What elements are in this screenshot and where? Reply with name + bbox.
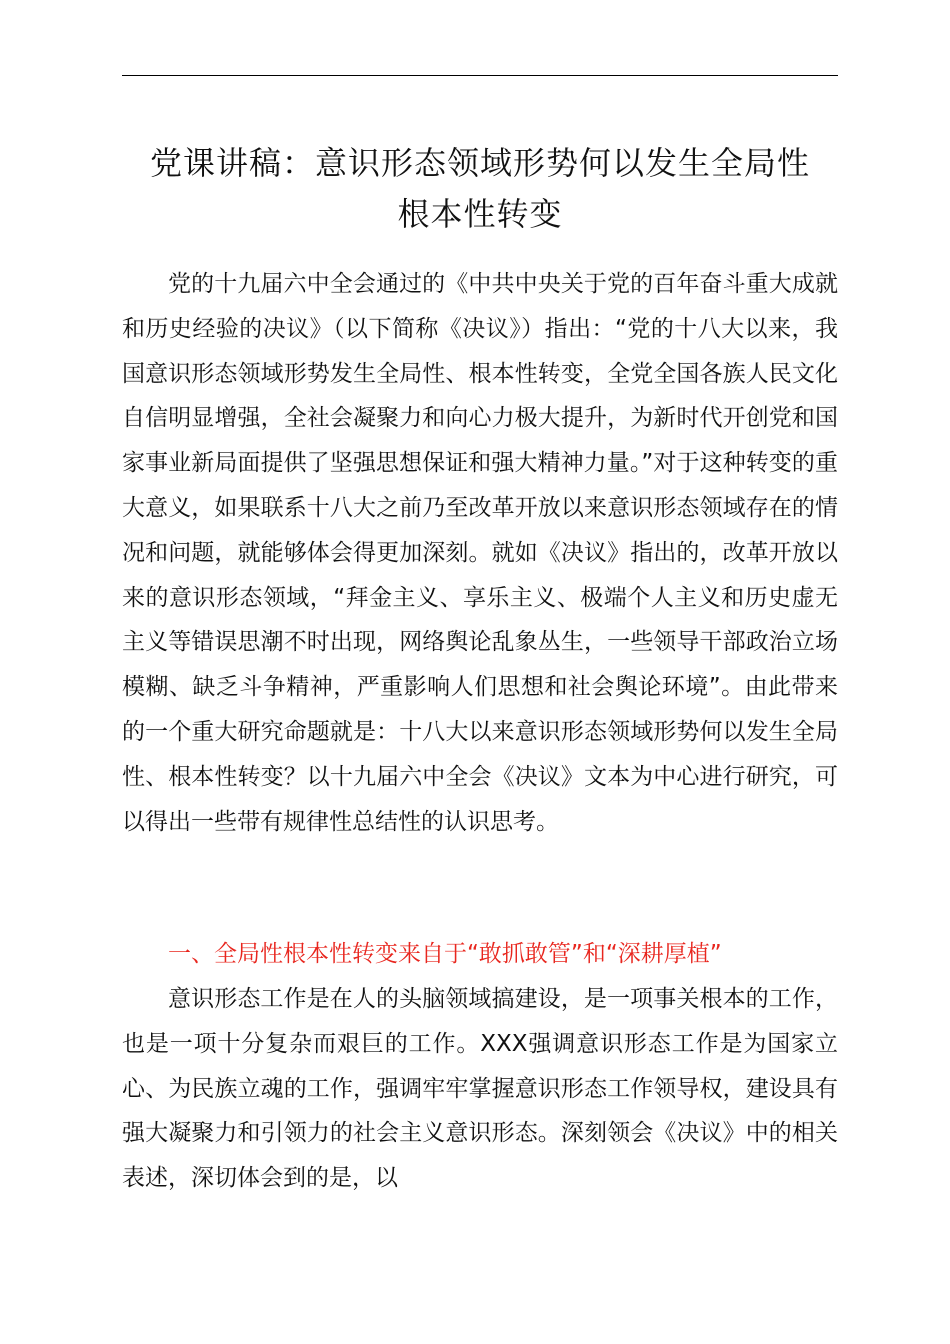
body-paragraph-1: 党的十九届六中全会通过的《中共中央关于党的百年奋斗重大成就和历史经验的决议》（以下简称《决议》）指出：“党的十八大以来，我国意识形态领域形势发生全局性、根本性转变，全党全国各族人民文化自信明显增强，全社会凝聚力和向心力极大提升，为新时代开创党和国家事业新局面提供了坚强思想保证和强大精神力量。”对于这种转变的重大意义，如果联系十八大之前乃至改革开放以来意识形态领域存在的情况和问题，就能够体会得更加深刻。就如《决议》指出的，改革开放以来的意识形态领域，“拜金主义、享乐主义、极端个人主义和历史虚无主义等错误思潮不时出现，网络舆论乱象丛生，一些领导干部政治立场模糊、缺乏斗争精神，严重影响人们思想和社会舆论环境”。由此带来的一个重大研究命题就是：十八大以来意识形态领域形势何以发生全局性、根本性转变？以十九届六中全会《决议》文本为中心进行研究，可以得出一些带有规律性总结性的认识思考。 [122, 271, 838, 835]
document-title-line-2: 根本性转变 [397, 195, 563, 233]
header-rule [122, 75, 838, 76]
document-title-line-1: 党课讲稿：意识形态领域形势何以发生全局性 [149, 144, 810, 182]
body-paragraph-2: 意识形态工作是在人的头脑领域搞建设，是一项事关根本的工作，也是一项十分复杂而艰巨的工作。XXX强调意识形态工作是为国家立心、为民族立魂的工作，强调牢牢掌握意识形态工作领导权，建设具有强大凝聚力和引领力的社会主义意识形态。深刻领会《决议》中的相关表述，深切体会到的是，以 [122, 986, 838, 1192]
section-heading-1: 一、全局性根本性转变来自于“敢抓敢管”和“深耕厚植” [168, 941, 722, 967]
